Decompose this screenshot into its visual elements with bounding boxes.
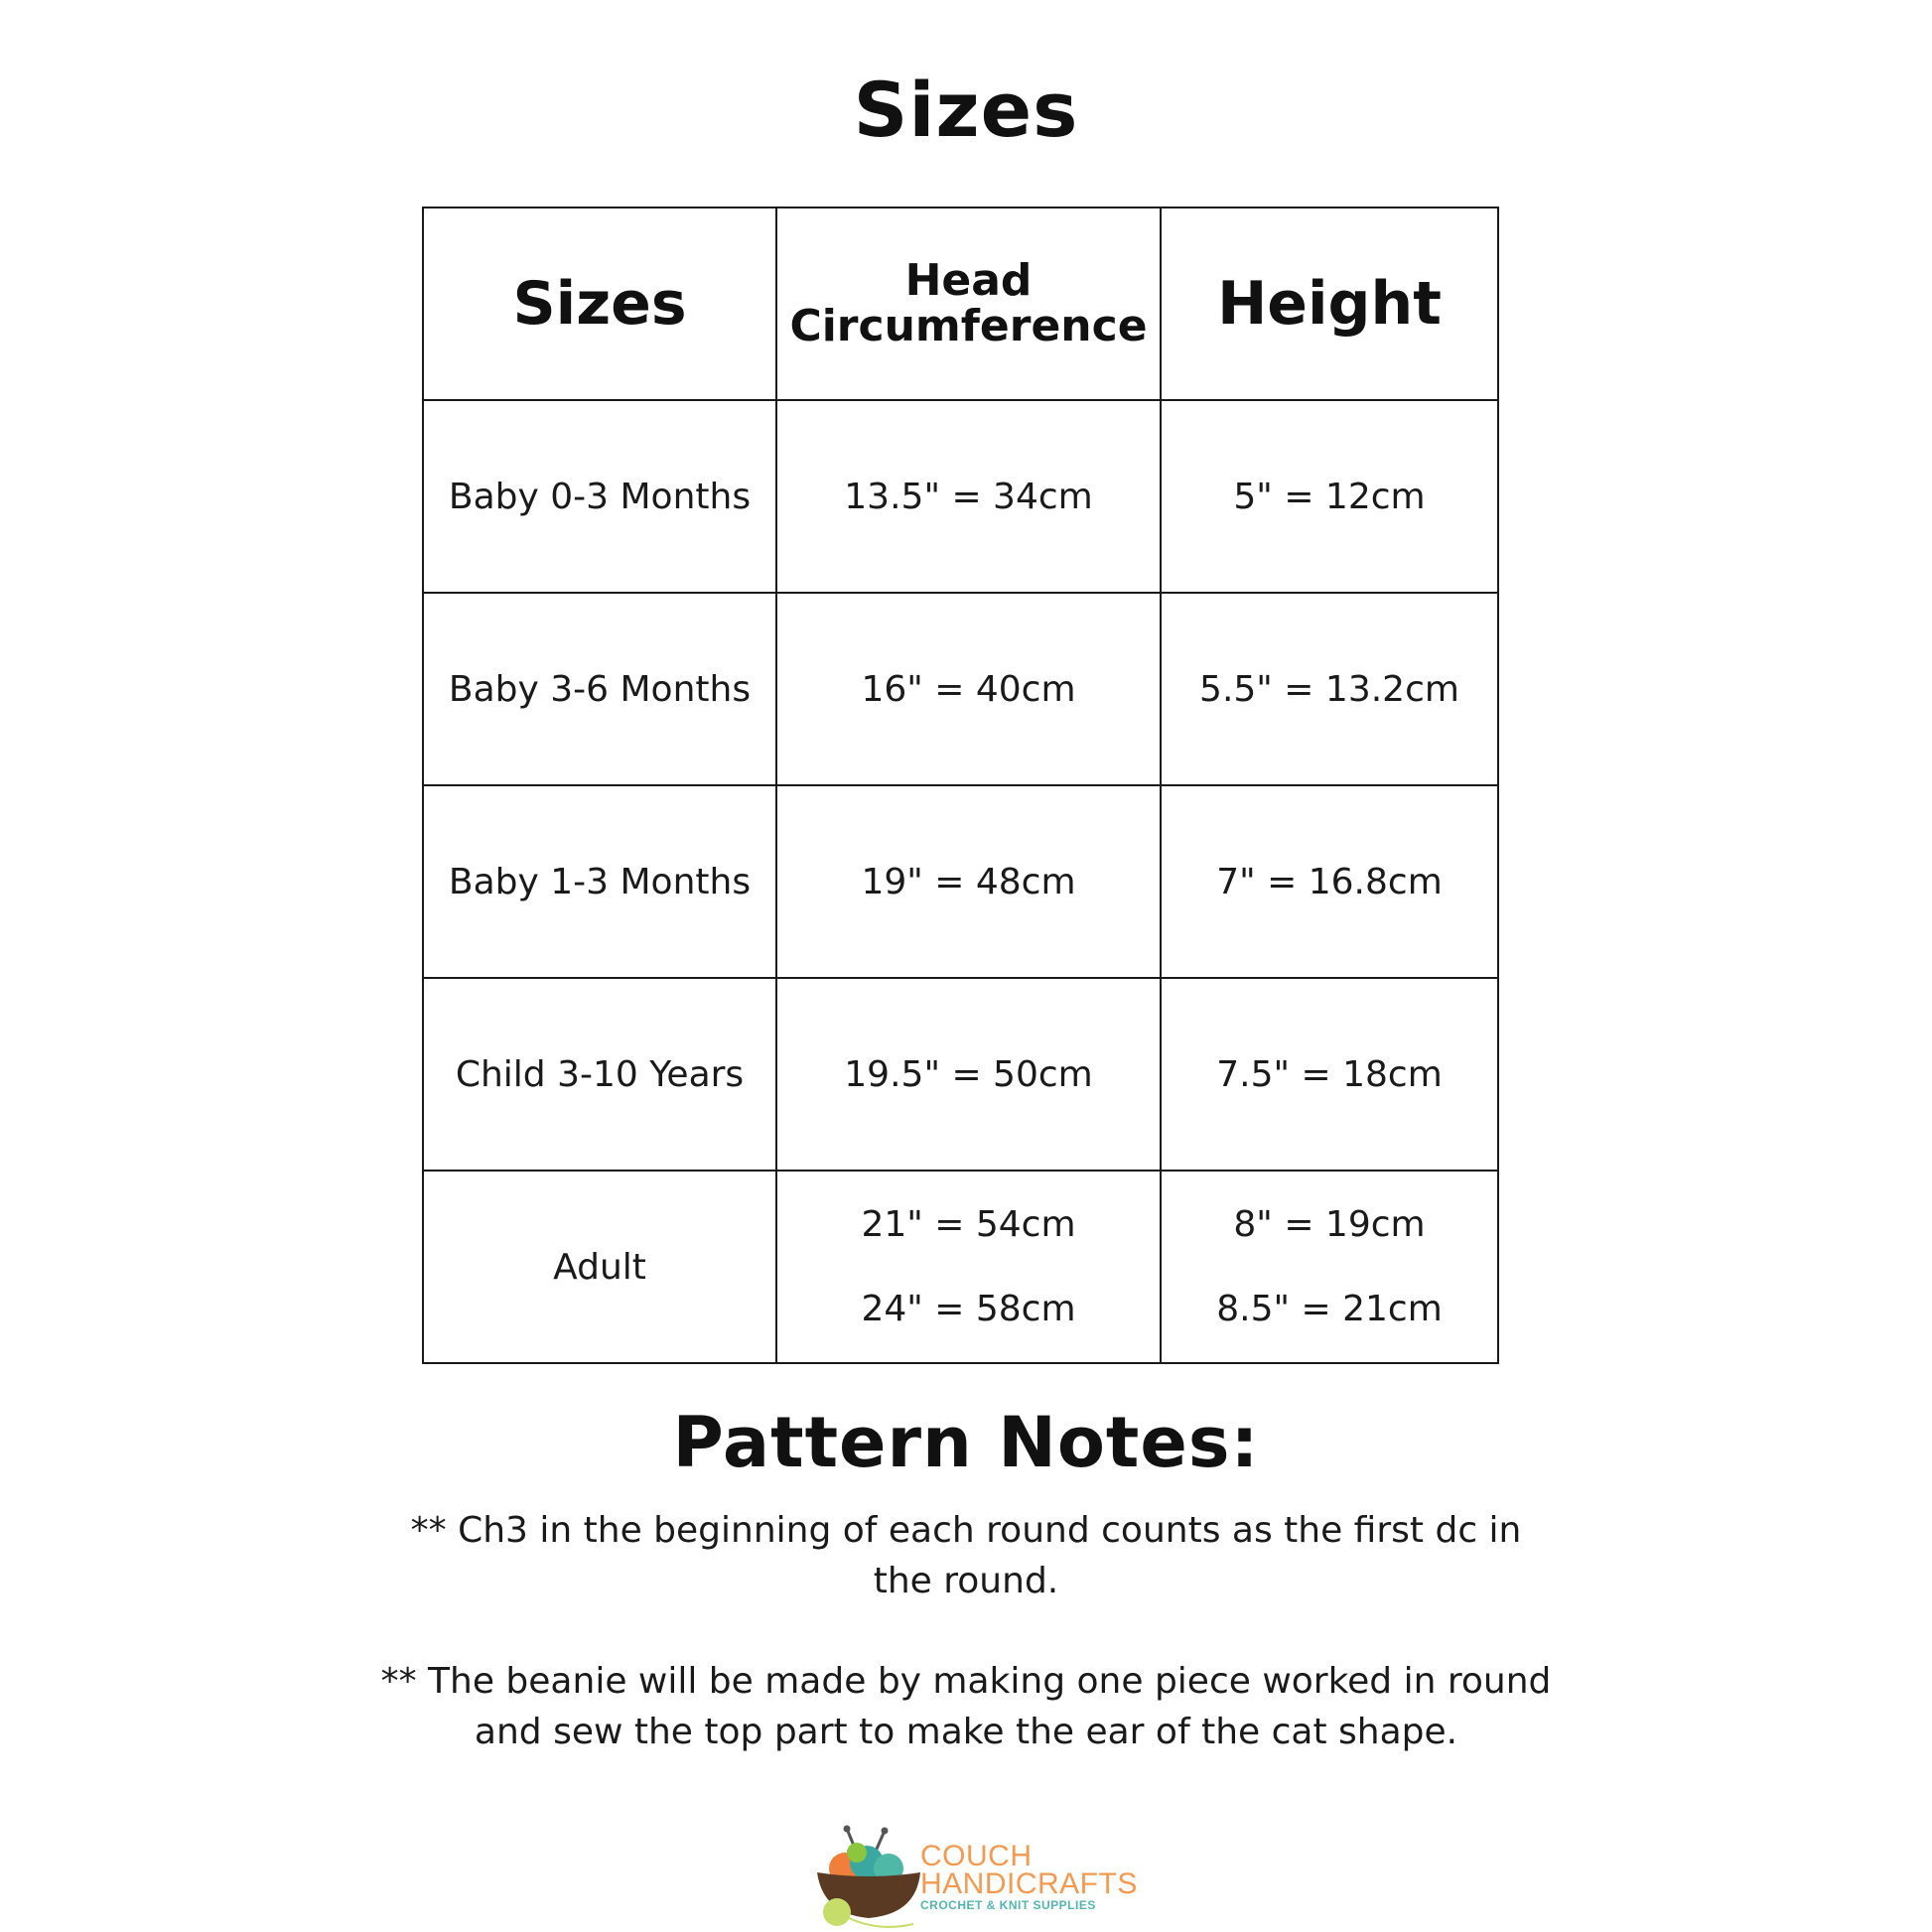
pattern-notes-title: Pattern Notes: [672,1402,1260,1483]
logo-tagline: CROCHET & KNIT SUPPLIES [920,1898,1096,1912]
header-height: Height [1161,207,1498,400]
height-cell [1161,400,1498,593]
head-cell [776,400,1161,593]
pattern-note: ** Ch3 in the beginning of each round counts as the first dc in the round. [410,1510,1522,1601]
head-cell [776,978,1161,1171]
header-head-circumference [776,207,1161,400]
table-row [423,978,1498,1171]
head-value: 19" = 48cm [861,861,1076,902]
size-cell: Baby 3-6 Months [423,593,776,785]
head-value: 19.5" = 50cm [844,1053,1093,1095]
height-cell [1161,1171,1498,1363]
head-value: 13.5" = 34cm [844,476,1093,517]
pattern-note: ** The beanie will be made by making one piece worked in round and sew the top part to make the ear of the cat shape. [380,1661,1552,1752]
height-value: 8" = 19cm [1233,1204,1426,1245]
size-cell: Baby 1-3 Months [423,785,776,978]
head-value: 21" = 54cm [861,1204,1076,1245]
height-value: 7" = 16.8cm [1216,861,1443,902]
head-value: 24" = 58cm [861,1289,1076,1329]
head-cell [776,593,1161,785]
header-head-circumference-line2: Circumference [789,301,1148,351]
height-value: 5" = 12cm [1233,476,1426,517]
table-row [423,1171,1498,1363]
table-row [423,593,1498,785]
brand-logo [809,1823,1147,1932]
height-value: 8.5" = 21cm [1216,1289,1443,1329]
header-sizes: Sizes [423,207,776,400]
yarn-bowl-icon [809,1823,928,1932]
height-value: 5.5" = 13.2cm [1199,668,1459,710]
height-cell [1161,593,1498,785]
table-header-row [423,207,1498,400]
header-head-circumference-line1: Head [904,255,1033,306]
head-cell [776,785,1161,978]
size-cell: Baby 0-3 Months [423,400,776,593]
height-cell [1161,978,1498,1171]
logo-line1: COUCH [920,1840,1033,1872]
page-title: Sizes [853,66,1079,154]
size-cell: Adult [423,1171,776,1363]
head-cell [776,1171,1161,1363]
height-cell [1161,785,1498,978]
table-row [423,400,1498,593]
size-table [422,207,1499,1364]
size-cell: Child 3-10 Years [423,978,776,1171]
head-value: 16" = 40cm [861,668,1076,710]
logo-line2: HANDICRAFTS [920,1867,1138,1900]
table-row [423,785,1498,978]
height-value: 7.5" = 18cm [1216,1053,1443,1095]
logo-text [920,1840,1138,1912]
